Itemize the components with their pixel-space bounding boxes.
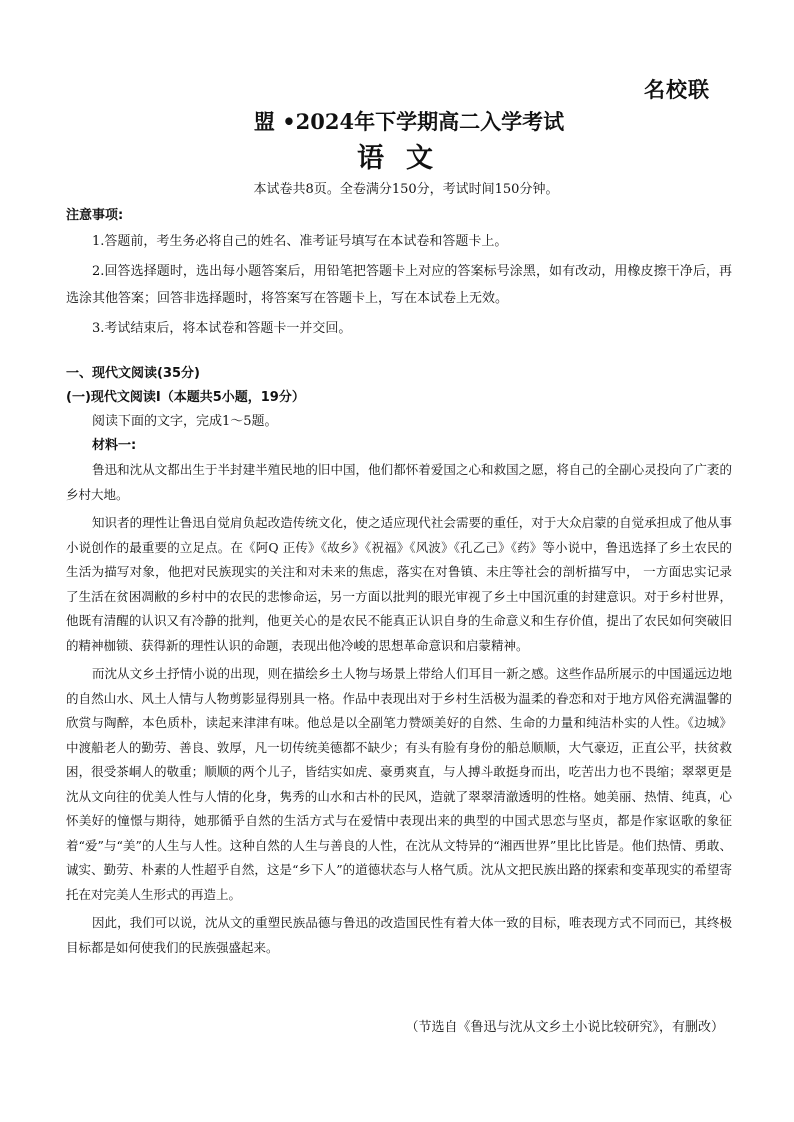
brand-label: 名校联 (644, 78, 710, 102)
notes-heading: 注意事项: (66, 208, 124, 223)
subject-title: 语文 (357, 143, 455, 174)
passage-paragraph: 知识者的理性让鲁迅自觉肩负起改造传统文化，使之适应现代社会需要的重任，对于大众启蒙的自觉承担成了他从事小说创作的最重要的立足点。在《阿Q 正传》《故乡》《祝福》《风波》《孔乙己》《药》等小说中，鲁迅选择了乡土农民的生活为描写对象，他把对民族现实的关注和对未来的焦虑，落实在对鲁镇、未庄等社会的剖析描写中， 一方面忠实记录了生活在贫困凋敝的乡村中的农民的悲惨命运，另一方面以批判的眼光审视了乡土中国沉重的封建意识。对于乡村世界，他既有清醒的认识又有冷静的批判，他更关心的是农民不能真正认识自身的生命意义和生存价值，提出了农民如何突破旧的精神枷锁、获得新的理性认识的命题，表现出他冷峻的思想革命意识和启蒙精神。 (66, 515, 732, 653)
reading-instruction: 阅读下面的文字，完成1～5题。 (92, 414, 278, 429)
material-label: 材料一: (92, 438, 137, 453)
passage-paragraph: 因此，我们可以说，沈从文的重塑民族品德与鲁迅的改造国民性有着大体一致的目标，唯表现方式不同而已，其终极目标都是如何使我们的民族强盛起来。 (66, 915, 732, 955)
note-item: 2.回答选择题时，选出每小题答案后，用铅笔把答题卡上对应的答案标号涂黑，如有改动，用橡皮擦干净后，再选涂其他答案；回答非选择题时，将答案写在答题卡上，写在本试卷上无效。 (66, 264, 732, 306)
passage-paragraph: 而沈从文乡土抒情小说的出现，则在描绘乡土人物与场景上带给人们耳目一新之感。这些作品所展示的中国遥远边地的自然山水、风土人情与人物剪影显得别具一格。作品中表现出对于乡村生活极为温柔的眷恋和对于地方风俗充满温馨的欣赏与陶醉，本色质朴，读起来津津有味。他总是以全副笔力赞颂美好的自然、生命的力量和纯洁朴实的人性。《边城》中渡船老人的勤劳、善良、敦厚，凡一切传统美德都不缺少；有头有脸有身份的船总顺顺，大气豪迈，正直公平，扶贫救困，很受茶峒人的敬重；顺顺的两个儿子，皆结实如虎、豪勇爽直，与人搏斗敢挺身而出，吃苦出力也不畏缩；翠翠更是沈从文向往的优美人性与人情的化身，隽秀的山水和古朴的民风，造就了翠翠清澈透明的性格。她美丽、热情、纯真，心怀美好的憧憬与期待，她那循乎自然的生活方式与在爱情中表现出来的典型的中国式思恋与坚贞，都是作家讴歌的象征着“爱”与“美”的人生与人性。这种自然的人生与善良的人性，在沈从文特异的“湘西世界”里比比皆是。他们热情、勇敢、诚实、勤劳、朴素的人性超乎自然，这是“乡下人”的道德状态与人格气质。沈从文把民族出路的探索和变革现实的希望寄托在对完美人生形式的再造上。 (66, 666, 732, 902)
exam-info: 本试卷共8页。全卷满分150分，考试时间150分钟。 (253, 182, 559, 197)
notes-list (66, 228, 732, 345)
subsection-heading: (一)现代文阅读I（本题共5小题，19分） (66, 390, 305, 405)
source-citation: （节选自《鲁迅与沈从文乡土小说比较研究》，有删改） (405, 1020, 724, 1035)
section-heading: 一、现代文阅读(35分) (66, 366, 200, 381)
exam-title: 盟 •2024年下学期高二入学考试 (253, 109, 565, 134)
note-item: 3.考试结束后，将本试卷和答题卡一并交回。 (92, 321, 352, 336)
reading-passage (66, 458, 732, 964)
note-item: 1.答题前，考生务必将自己的姓名、准考证号填写在本试卷和答题卡上。 (92, 234, 508, 249)
passage-paragraph: 鲁迅和沈从文都出生于半封建半殖民地的旧中国，他们都怀着爱国之心和救国之愿，将自己的全副心灵投向了广袤的乡村大地。 (66, 462, 732, 502)
